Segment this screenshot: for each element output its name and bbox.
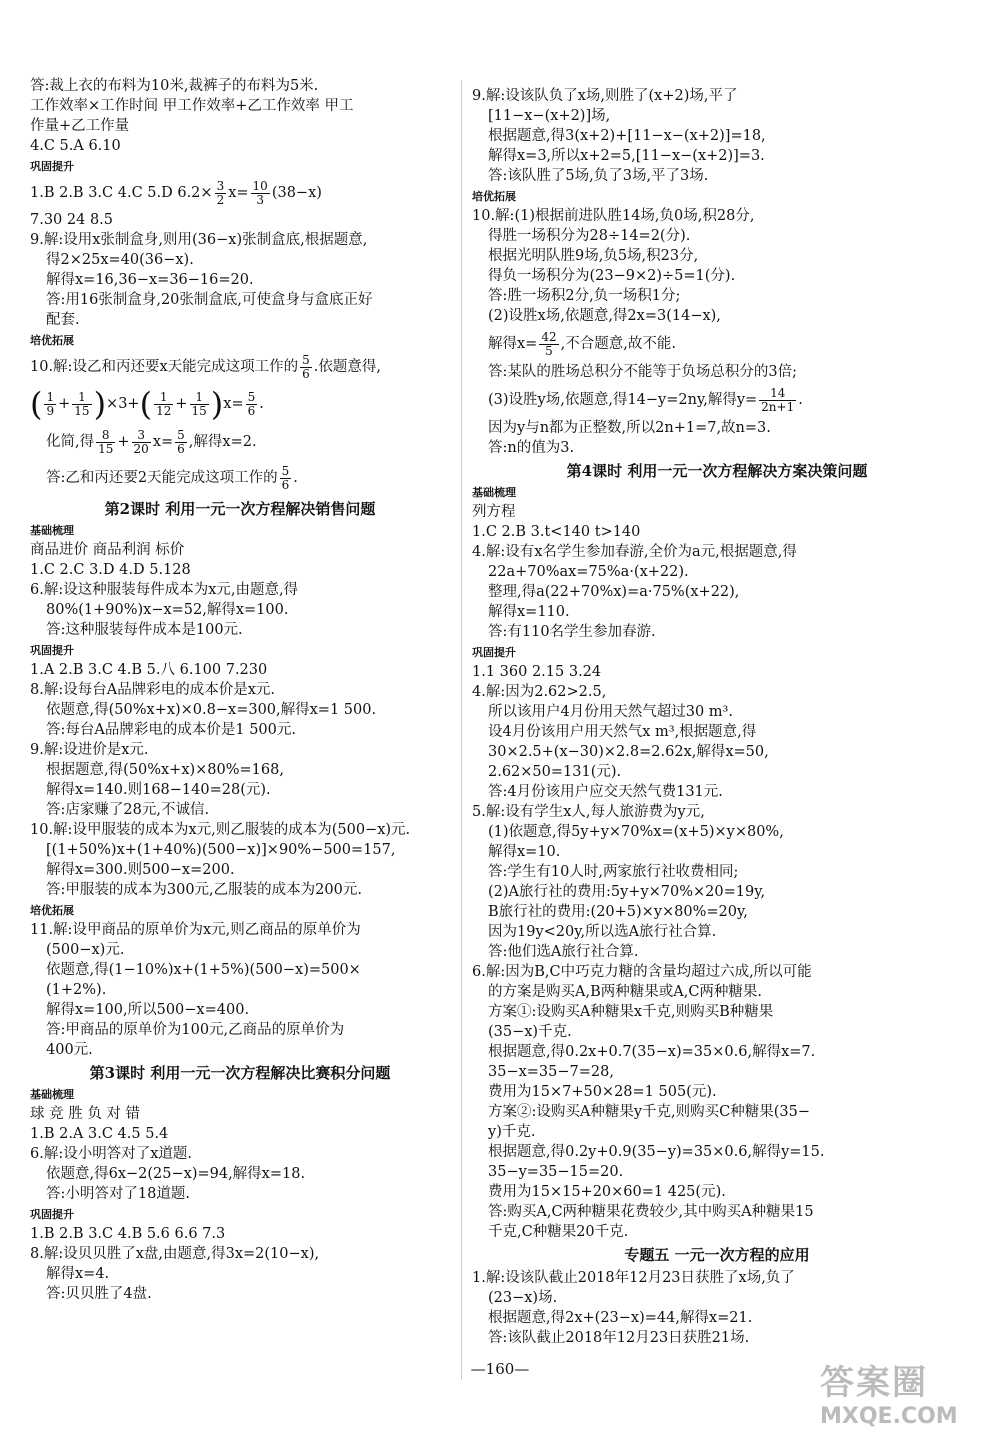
answer-line: 解得x=4.	[46, 1266, 110, 1282]
answer-line: 配套.	[46, 312, 80, 328]
answer-line: 工作效率×工作时间 甲工作效率+乙工作效率 甲工	[30, 98, 354, 114]
answer-line: 10.解:(1)根据前进队胜14场,负0场,积28分,	[472, 208, 755, 224]
section-heading: 基础梳理	[30, 524, 74, 537]
answer-line: 1.B 2.B 3.C 4.B 5.6 6.6 7.3	[30, 1226, 226, 1242]
answer-line: 1.解:设该队截止2018年12月23日获胜了x场,负了	[472, 1270, 795, 1286]
answer-line: 列方程	[472, 504, 516, 520]
right-column	[472, 86, 962, 1348]
answer-line: 答:用16张制盒身,20张制盒底,可使盒身与盒底正好	[46, 292, 373, 308]
answer-line: 得胜一场积分为28÷14=2(分).	[488, 228, 691, 244]
answer-line: 6.解:设小明答对了x道题.	[30, 1146, 193, 1162]
section-heading: 基础梳理	[30, 1088, 74, 1101]
answer-line: 根据题意,得(50%x+x)×80%=168,	[46, 762, 284, 778]
answer-line: 11.解:设甲商品的原单价为x元,则乙商品的原单价为	[30, 922, 361, 938]
answer-line: 答:甲商品的原单价为100元,乙商品的原单价为	[46, 1022, 345, 1038]
section-heading: 巩固提升	[30, 644, 74, 657]
answer-line: 因为y与n都为正整数,所以2n+1=7,故n=3.	[488, 420, 771, 436]
answer-line: 答:该队截止2018年12月23日获胜21场.	[488, 1330, 750, 1346]
answer-line: 答:有110名学生参加春游.	[488, 624, 656, 640]
answer-line: B旅行社的费用:(20+5)×y×80%=20y,	[488, 904, 748, 920]
answer-line: 根据题意,得2x+(23−x)=44,解得x=21.	[488, 1310, 753, 1326]
answer-line: 答:该队胜了5场,负了3场,平了3场.	[488, 168, 709, 184]
answer-line: 4.C 5.A 6.10	[30, 138, 121, 154]
section-heading: 巩固提升	[30, 160, 74, 173]
answer-line: 根据题意,得0.2y+0.9(35−y)=35×0.6,解得y=15.	[488, 1144, 825, 1160]
page-number: —160—	[470, 1360, 530, 1378]
answer-line: 球 竞 胜 负 对 错	[30, 1106, 141, 1122]
answer-line: 80%(1+90%)x−x=52,解得x=100.	[46, 602, 289, 618]
answer-line: 方案①:设购买A种糖果x千克,则购买B种糖果	[488, 1004, 774, 1020]
answer-line: 10.解:设乙和丙还要x天能完成这项工作的 $\frac{5}{6}$ .依题意得,	[30, 352, 381, 381]
section-heading: 培优拓展	[30, 334, 74, 347]
answer-line: 答:裁上衣的布料为10米,裁裤子的布料为5米.	[30, 78, 319, 94]
answer-line: 答:购买A,C两种糖果花费较少,其中购买A种糖果15	[488, 1204, 814, 1220]
answer-line: 4.解:因为2.62>2.5,	[472, 684, 607, 700]
answer-line: 1.1 360 2.15 3.24	[472, 664, 602, 680]
answer-line: 9.解:设用x张制盒身,则用(36−x)张制盒底,根据题意,	[30, 232, 368, 248]
answer-line: 解得x=300.则500−x=200.	[46, 862, 235, 878]
answer-line: [(1+50%)x+(1+40%)(500−x)]×90%−500=157,	[46, 842, 396, 858]
answer-line: 1.C 2.B 3.t<140 t>140	[472, 524, 641, 540]
answer-line: 答:4月份该用户应交天然气费131元.	[488, 784, 723, 800]
fraction: $\frac{5}{6}$	[302, 352, 310, 381]
lesson-title: 第2课时 利用一元一次方程解决销售问题	[104, 500, 376, 518]
fraction: $\frac{10}{3}$	[252, 178, 268, 207]
answer-line: 根据题意,得3(x+2)+[11−x−(x+2)]=18,	[488, 128, 766, 144]
answer-line: 费用为15×7+50×28=1 505(元).	[488, 1084, 717, 1100]
watermark-url: MXQE.COM	[820, 1404, 958, 1429]
column-divider	[461, 80, 462, 1380]
answer-line: 1.B 2.A 3.C 4.5 5.4	[30, 1126, 169, 1142]
answer-line: 整理,得a(22+70%x)=a·75%(x+22),	[488, 584, 740, 600]
answer-line: 解得x=3,所以x+2=5,[11−x−(x+2)]=3.	[488, 148, 765, 164]
answer-line: 400元.	[46, 1042, 93, 1058]
section-heading: 基础梳理	[472, 486, 516, 499]
equation-line: ( $\frac{1}{9}$ + $\frac{1}{15}$ )×3+( $\frac{1}{12}$ + $\frac{1}{15}$ )x= $\frac{5}{6}$ .	[30, 385, 264, 423]
section-heading: 培优拓展	[472, 190, 516, 203]
answer-line: 解得x=10.	[488, 844, 561, 860]
answer-line: 作量+乙工作量	[30, 118, 130, 134]
answer-line: (2)A旅行社的费用:5y+y×70%×20=19y,	[488, 884, 766, 900]
answer-line: (500−x)元.	[46, 942, 125, 958]
answer-line: 得2×25x=40(36−x).	[46, 252, 194, 268]
answer-line: 千克,C种糖果20千克.	[488, 1224, 629, 1240]
answer-line: 35−y=35−15=20.	[488, 1164, 624, 1180]
answer-line: 答:小明答对了18道题.	[46, 1186, 190, 1202]
answer-line: 答:甲服装的成本为300元,乙服装的成本为200元.	[46, 882, 362, 898]
lesson-title: 第3课时 利用一元一次方程解决比赛积分问题	[89, 1064, 391, 1082]
answer-line: 1.B 2.B 3.C 4.C 5.D 6.2× $\frac{3}{2}$ x= $\frac{10}{3}$ (38−x)	[30, 178, 322, 207]
answer-line: 9.解:设该队负了x场,则胜了(x+2)场,平了	[472, 88, 738, 104]
answer-line: 答:这种服装每件成本是100元.	[46, 622, 243, 638]
answer-line: 1.A 2.B 3.C 4.B 5.八 6.100 7.230	[30, 662, 268, 678]
answer-line: 9.解:设进价是x元.	[30, 742, 149, 758]
answer-line: 因为19y<20y,所以选A旅行社合算.	[488, 924, 717, 940]
answer-line: 6.解:设这种服装每件成本为x元,由题意,得	[30, 582, 299, 598]
fraction: $\frac{14}{2n+1}$	[761, 385, 795, 414]
answer-line: 答:贝贝胜了4盘.	[46, 1286, 152, 1302]
answer-line: 解得x=110.	[488, 604, 570, 620]
watermark-text: 答案圈	[820, 1363, 928, 1403]
answer-line: 方案②:设购买A种糖果y千克,则购买C种糖果(35−	[488, 1104, 811, 1120]
answer-line: (3)设胜y场,依题意,得14−y=2ny,解得y= $\frac{14}{2n+1}$ .	[488, 385, 803, 414]
left-column	[30, 76, 450, 1304]
section-heading: 巩固提升	[30, 1208, 74, 1221]
answer-line: 解得x=100,所以500−x=400.	[46, 1002, 250, 1018]
topic-title: 专题五 一元一次方程的应用	[624, 1246, 810, 1264]
answer-line: 解得x= $\frac{42}{5}$ ,不合题意,故不能.	[488, 329, 676, 358]
equation-line: 化简,得 $\frac{8}{15}$ + $\frac{3}{20}$ x= $\frac{5}{6}$ ,解得x=2.	[46, 427, 257, 456]
answer-line: 4.解:设有x名学生参加春游,全价为a元,根据题意,得	[472, 544, 797, 560]
answer-line: (35−x)千克.	[488, 1024, 572, 1040]
lesson-title: 第4课时 利用一元一次方程解决方案决策问题	[566, 462, 868, 480]
answer-line: (1)依题意,得5y+y×70%x=(x+5)×y×80%,	[488, 824, 784, 840]
fraction: $\frac{42}{5}$	[541, 329, 557, 358]
answer-line: 答:店家赚了28元,不诚信.	[46, 802, 210, 818]
answer-line: 费用为15×15+20×60=1 425(元).	[488, 1184, 726, 1200]
watermark-logo	[820, 1355, 990, 1429]
answer-line: 答:学生有10人时,两家旅行社收费相同;	[488, 864, 739, 880]
answer-line: 根据光明队胜9场,负5场,积23分,	[488, 248, 699, 264]
answer-line: 所以该用户4月份用天然气超过30 m³.	[488, 704, 733, 720]
answer-line: 依题意,得(50%x+x)×0.8−x=300,解得x=1 500.	[46, 702, 377, 718]
answer-line: 依题意,得6x−2(25−x)=94,解得x=18.	[46, 1166, 306, 1182]
answer-line: 商品进价 商品利润 标价	[30, 542, 185, 558]
answer-line: 7.30 24 8.5	[30, 212, 114, 228]
answer-line: 10.解:设甲服装的成本为x元,则乙服装的成本为(500−x)元.	[30, 822, 411, 838]
answer-line: 35−x=35−7=28,	[488, 1064, 614, 1080]
answer-line: 30×2.5+(x−30)×2.8=2.62x,解得x=50,	[488, 744, 769, 760]
answer-line: 的方案是购买A,B两种糖果或A,C两种糖果.	[488, 984, 763, 1000]
answer-line: 8.解:设每台A品牌彩电的成本价是x元.	[30, 682, 275, 698]
answer-line: 根据题意,得0.2x+0.7(35−x)=35×0.6,解得x=7.	[488, 1044, 816, 1060]
answer-line: 5.解:设有学生x人,每人旅游费为y元,	[472, 804, 705, 820]
answer-line: 解得x=140.则168−140=28(元).	[46, 782, 271, 798]
answer-line: 依题意,得(1−10%)x+(1+5%)(500−x)=500×	[46, 962, 361, 978]
answer-line: 答:他们选A旅行社合算.	[488, 944, 639, 960]
answer-line: 6.解:因为B,C中巧克力糖的含量均超过六成,所以可能	[472, 964, 812, 980]
answer-line: 设4月份该用户用天然气x m³,根据题意,得	[488, 724, 757, 740]
answer-line: (2)设胜x场,依题意,得2x=3(14−x),	[488, 308, 721, 324]
answer-line: 1.C 2.C 3.D 4.D 5.128	[30, 562, 191, 578]
section-heading: 培优拓展	[30, 904, 74, 917]
answer-line: 答:胜一场积2分,负一场积1分;	[488, 288, 681, 304]
answer-line: 得负一场积分为(23−9×2)÷5=1(分).	[488, 268, 736, 284]
answer-line: 答:每台A品牌彩电的成本价是1 500元.	[46, 722, 296, 738]
answer-line: 8.解:设贝贝胜了x盘,由题意,得3x=2(10−x),	[30, 1246, 320, 1262]
answer-line: 答:某队的胜场总积分不能等于负场总积分的3倍;	[488, 364, 797, 380]
answer-line: y)千克.	[488, 1124, 536, 1140]
answer-line: 解得x=16,36−x=36−16=20.	[46, 272, 254, 288]
answer-line: (1+2%).	[46, 982, 107, 998]
answer-line: [11−x−(x+2)]场,	[488, 108, 611, 124]
answer-line: 22a+70%ax=75%a·(x+22).	[488, 564, 689, 580]
answer-line: 2.62×50=131(元).	[488, 764, 622, 780]
answer-line: 答:n的值为3.	[488, 440, 575, 456]
answer-line: (23−x)场.	[488, 1290, 558, 1306]
fraction: $\frac{3}{2}$	[216, 178, 225, 207]
answer-line: 答:乙和丙还要2天能完成这项工作的 $\frac{5}{6}$ .	[46, 463, 298, 492]
section-heading: 巩固提升	[472, 646, 516, 659]
